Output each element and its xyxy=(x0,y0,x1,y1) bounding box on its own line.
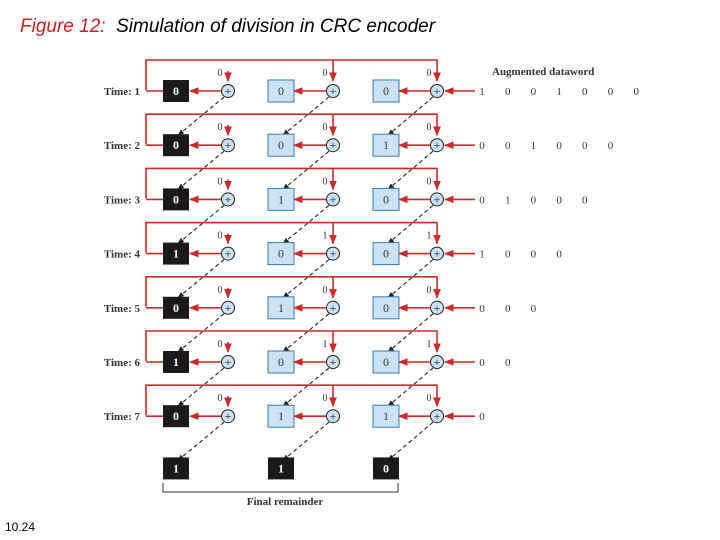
dataword-bit: 0 xyxy=(556,248,562,261)
register-value: 1 xyxy=(383,138,389,153)
dataword-bit: 0 xyxy=(530,302,537,315)
feed-value: 0 xyxy=(426,68,432,79)
time-label: Time: 4 xyxy=(103,248,140,261)
dataword-bit: 1 xyxy=(556,86,562,98)
register-value: 0 xyxy=(278,246,284,261)
xor-symbol: + xyxy=(224,138,232,153)
final-remainder-bracket xyxy=(163,483,398,492)
feed-value: 1 xyxy=(322,230,328,242)
leftmost-value: 0 xyxy=(173,138,179,153)
dataword-bit: 0 xyxy=(556,194,562,207)
leftmost-value: 0 xyxy=(173,192,179,207)
time-label: Time: 7 xyxy=(103,411,140,424)
dataword-bit: 0 xyxy=(607,140,614,153)
xor-symbol: + xyxy=(224,355,232,369)
xor-symbol: + xyxy=(329,355,337,369)
dataword-bit: 0 xyxy=(479,357,485,369)
dashed-transfer-arrow xyxy=(388,422,433,460)
register-value: 0 xyxy=(278,138,284,153)
feed-value: 0 xyxy=(322,393,328,405)
feed-value: 0 xyxy=(217,230,223,242)
dataword-bit: 0 xyxy=(504,248,511,261)
dataword-bit: 1 xyxy=(479,86,485,98)
xor-symbol: + xyxy=(433,192,441,207)
time-label: Time: 3 xyxy=(103,194,140,207)
xor-symbol: + xyxy=(224,300,232,315)
dataword-bit: 0 xyxy=(607,86,614,98)
xor-symbol: + xyxy=(433,300,441,315)
register-value: 0 xyxy=(278,355,284,369)
feed-value: 0 xyxy=(217,339,223,350)
leftmost-value: 1 xyxy=(173,246,179,261)
dataword-bit: 0 xyxy=(504,140,511,153)
leftmost-value: 0 xyxy=(173,409,179,424)
register-value: 1 xyxy=(383,409,389,424)
dataword-bit: 0 xyxy=(479,140,485,153)
feed-value: 0 xyxy=(322,68,328,79)
register-value: 0 xyxy=(278,84,284,98)
dataword-bit: 0 xyxy=(530,86,537,98)
dataword-bit: 0 xyxy=(530,194,537,207)
xor-symbol: + xyxy=(433,84,441,98)
figure-title-text: Simulation of division in CRC encoder xyxy=(116,16,436,37)
dataword-bit: 0 xyxy=(633,86,639,98)
xor-symbol: + xyxy=(224,84,232,98)
register-value: 0 xyxy=(383,300,389,315)
feed-value: 0 xyxy=(426,176,432,188)
xor-symbol: + xyxy=(329,84,337,98)
dataword-bit: 0 xyxy=(479,411,485,424)
feed-value: 0 xyxy=(322,122,328,134)
feed-value: 0 xyxy=(322,284,328,296)
feed-value: 0 xyxy=(217,68,223,79)
feed-value: 1 xyxy=(426,230,432,242)
dataword-bit: 0 xyxy=(556,140,562,153)
slide-number: 10.24 xyxy=(5,520,36,534)
xor-symbol: + xyxy=(433,409,441,424)
feed-value: 0 xyxy=(217,284,223,296)
leftmost-value: 1 xyxy=(173,355,179,369)
time-label: Time: 1 xyxy=(103,86,140,98)
feed-value: 0 xyxy=(426,284,432,296)
augmented-dataword-label: Augmented dataword xyxy=(492,66,595,78)
dataword-bit: 1 xyxy=(479,248,485,261)
register-value: 1 xyxy=(278,192,284,207)
dataword-bit: 0 xyxy=(582,86,588,98)
xor-symbol: + xyxy=(224,246,232,261)
register-value: 1 xyxy=(278,409,284,424)
feed-value: 0 xyxy=(217,122,223,134)
xor-symbol: + xyxy=(224,409,232,424)
register-value: 1 xyxy=(278,300,284,315)
xor-symbol: + xyxy=(433,246,441,261)
xor-symbol: + xyxy=(433,138,441,153)
dataword-bit: 0 xyxy=(479,302,485,315)
register-value: 0 xyxy=(383,192,389,207)
feed-value: 1 xyxy=(322,339,328,350)
feed-value: 0 xyxy=(426,393,432,405)
dataword-bit: 0 xyxy=(582,194,588,207)
dataword-bit: 0 xyxy=(504,302,511,315)
time-label: Time: 6 xyxy=(103,357,140,369)
final-remainder-value: 1 xyxy=(173,461,179,476)
dataword-bit: 0 xyxy=(582,140,588,153)
final-remainder-group xyxy=(163,457,399,508)
time-label: Time: 2 xyxy=(103,140,140,153)
register-value: 0 xyxy=(383,355,389,369)
dataword-bit: 1 xyxy=(504,194,511,207)
xor-symbol: + xyxy=(433,355,441,369)
final-remainder-value: 1 xyxy=(278,461,284,476)
dashed-transfer-arrow xyxy=(178,422,224,460)
xor-symbol: + xyxy=(224,192,232,207)
dataword-bit: 0 xyxy=(504,86,511,98)
final-remainder-label: Final remainder xyxy=(246,496,324,508)
dashed-transfer-arrow xyxy=(283,422,329,460)
dataword-bit: 0 xyxy=(504,357,511,369)
feed-value: 0 xyxy=(322,176,328,188)
xor-symbol: + xyxy=(329,138,337,153)
time-steps xyxy=(104,60,640,460)
xor-symbol: + xyxy=(329,192,337,207)
register-value: 0 xyxy=(383,84,389,98)
feed-value: 1 xyxy=(426,339,432,350)
final-remainder-value: 0 xyxy=(383,461,389,476)
time-label: Time: 5 xyxy=(103,302,140,315)
dataword-bit: 0 xyxy=(530,248,537,261)
figure-label: Figure 12: xyxy=(20,16,106,37)
xor-symbol: + xyxy=(329,246,337,261)
feed-value: 0 xyxy=(217,393,223,405)
dataword-bit: 1 xyxy=(530,140,537,153)
xor-symbol: + xyxy=(329,409,337,424)
xor-symbol: + xyxy=(329,300,337,315)
register-value: 0 xyxy=(383,246,389,261)
feed-value: 0 xyxy=(426,122,432,134)
feed-value: 0 xyxy=(217,176,223,188)
leftmost-value: 0 xyxy=(173,300,179,315)
leftmost-value: 0 xyxy=(173,84,179,98)
dataword-bit: 0 xyxy=(479,194,485,207)
